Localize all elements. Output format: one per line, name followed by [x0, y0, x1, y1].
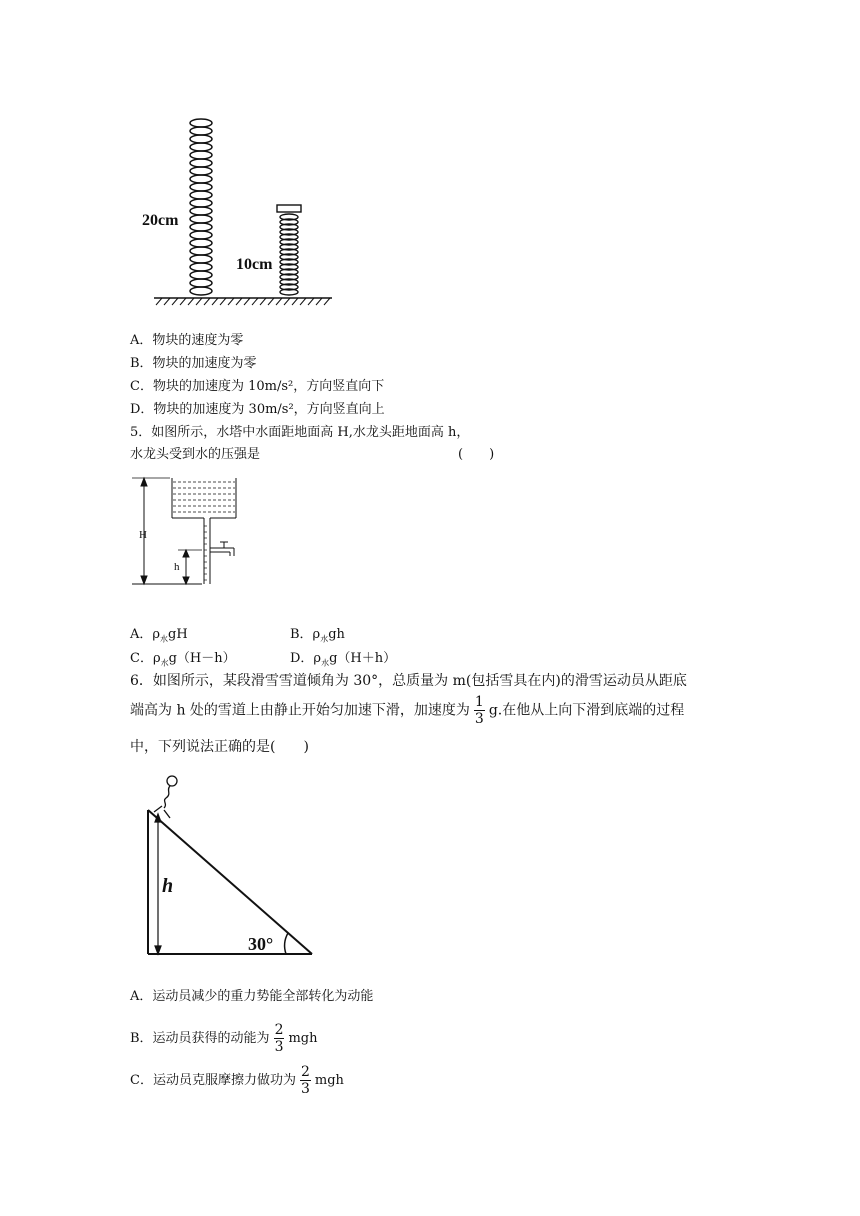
- tall-spring-label: 20cm: [142, 212, 179, 229]
- q6-option-c: [130, 1064, 344, 1097]
- tall-spring: [190, 119, 212, 295]
- q6-option-b-fraction: [274, 1022, 285, 1055]
- q6-stem-line2: [130, 694, 684, 727]
- q5-option-d-rest: g（H＋h）: [329, 651, 397, 666]
- angle-arc: [285, 933, 288, 954]
- q5-option-a-letter: A．ρ: [130, 627, 161, 642]
- label-H: H: [139, 529, 147, 541]
- q5-option-c-letter: C．ρ: [130, 651, 161, 666]
- q6-stem-line3: 中，下列说法正确的是( ): [130, 739, 309, 755]
- q6-fraction: [474, 694, 485, 727]
- q5-option-b-sub: 水: [320, 634, 329, 644]
- q6-fraction-denominator: 3: [474, 711, 484, 727]
- height-arrow: [155, 814, 161, 954]
- q5-option-a-sub: 水: [160, 634, 169, 644]
- q6-option-c-numerator: 2: [300, 1064, 310, 1080]
- q5-stem-line2: 水龙头受到水的压强是: [130, 447, 261, 462]
- q5-option-d-sub: 水: [321, 658, 330, 668]
- q4-option-b: B．物块的加速度为零: [130, 356, 257, 371]
- q5-option-d: [290, 650, 396, 673]
- q5-option-c-sub: 水: [160, 658, 169, 668]
- label-h: h: [162, 875, 174, 897]
- q5-stem-line1: 5．如图所示，水塔中水面距地面高 H,水龙头距地面高 h，: [130, 425, 470, 440]
- q5-option-a-rest: gH: [168, 627, 188, 642]
- faucet: [210, 542, 234, 556]
- q6-option-c-post: mgh: [314, 1073, 344, 1088]
- ground-hatch: [154, 298, 332, 305]
- label-h: h: [174, 561, 180, 573]
- spring-figure: [130, 112, 370, 312]
- q6-fraction-numerator: 1: [474, 694, 484, 710]
- q6-option-b-numerator: 2: [274, 1022, 284, 1038]
- q6-option-a: A．运动员减少的重力势能全部转化为动能: [130, 989, 374, 1004]
- q5-option-c: [130, 650, 236, 673]
- q6-option-c-pre: C．运动员克服摩擦力做功为: [130, 1073, 296, 1088]
- q6-stem-line2-pre: 端高为 h 处的雪道上由静止开始匀加速下滑，加速度为: [130, 702, 470, 719]
- water-surface: [173, 482, 235, 512]
- q5-option-b-rest: gh: [328, 627, 345, 642]
- short-spring: [277, 205, 301, 295]
- q6-option-b-denominator: 3: [274, 1039, 284, 1055]
- q5-option-c-rest: g（H－h）: [168, 651, 236, 666]
- q5-option-a: [130, 626, 188, 649]
- q6-stem-line2-post: g.在他从上向下滑到底端的过程: [488, 702, 685, 719]
- q5-option-b-letter: B．ρ: [290, 627, 321, 642]
- q5-option-b: [290, 626, 345, 649]
- q5-option-d-letter: D．ρ: [290, 651, 322, 666]
- q4-option-a: A．物块的速度为零: [130, 333, 244, 348]
- q6-option-b-pre: B．运动员获得的动能为: [130, 1031, 270, 1046]
- q6-option-b: [130, 1022, 318, 1055]
- ski-slope-figure: [140, 770, 330, 960]
- q6-option-c-denominator: 3: [300, 1081, 310, 1097]
- q4-option-d: D．物块的加速度为 30m/s²，方向竖直向上: [130, 402, 385, 417]
- q6-stem-line1: 6．如图所示，某段滑雪雪道倾角为 30°，总质量为 m(包括雪具在内)的滑雪运动员从距底: [130, 673, 687, 689]
- q6-option-b-post: mgh: [288, 1031, 318, 1046]
- label-angle: 30°: [248, 934, 274, 954]
- skier-icon: [154, 776, 177, 818]
- short-spring-label: 10cm: [236, 256, 273, 273]
- water-tower-figure: [130, 472, 250, 590]
- q5-answer-bracket: ( ): [458, 447, 495, 462]
- q4-option-c: C．物块的加速度为 10m/s²，方向竖直向下: [130, 379, 385, 394]
- q6-option-c-fraction: [300, 1064, 311, 1097]
